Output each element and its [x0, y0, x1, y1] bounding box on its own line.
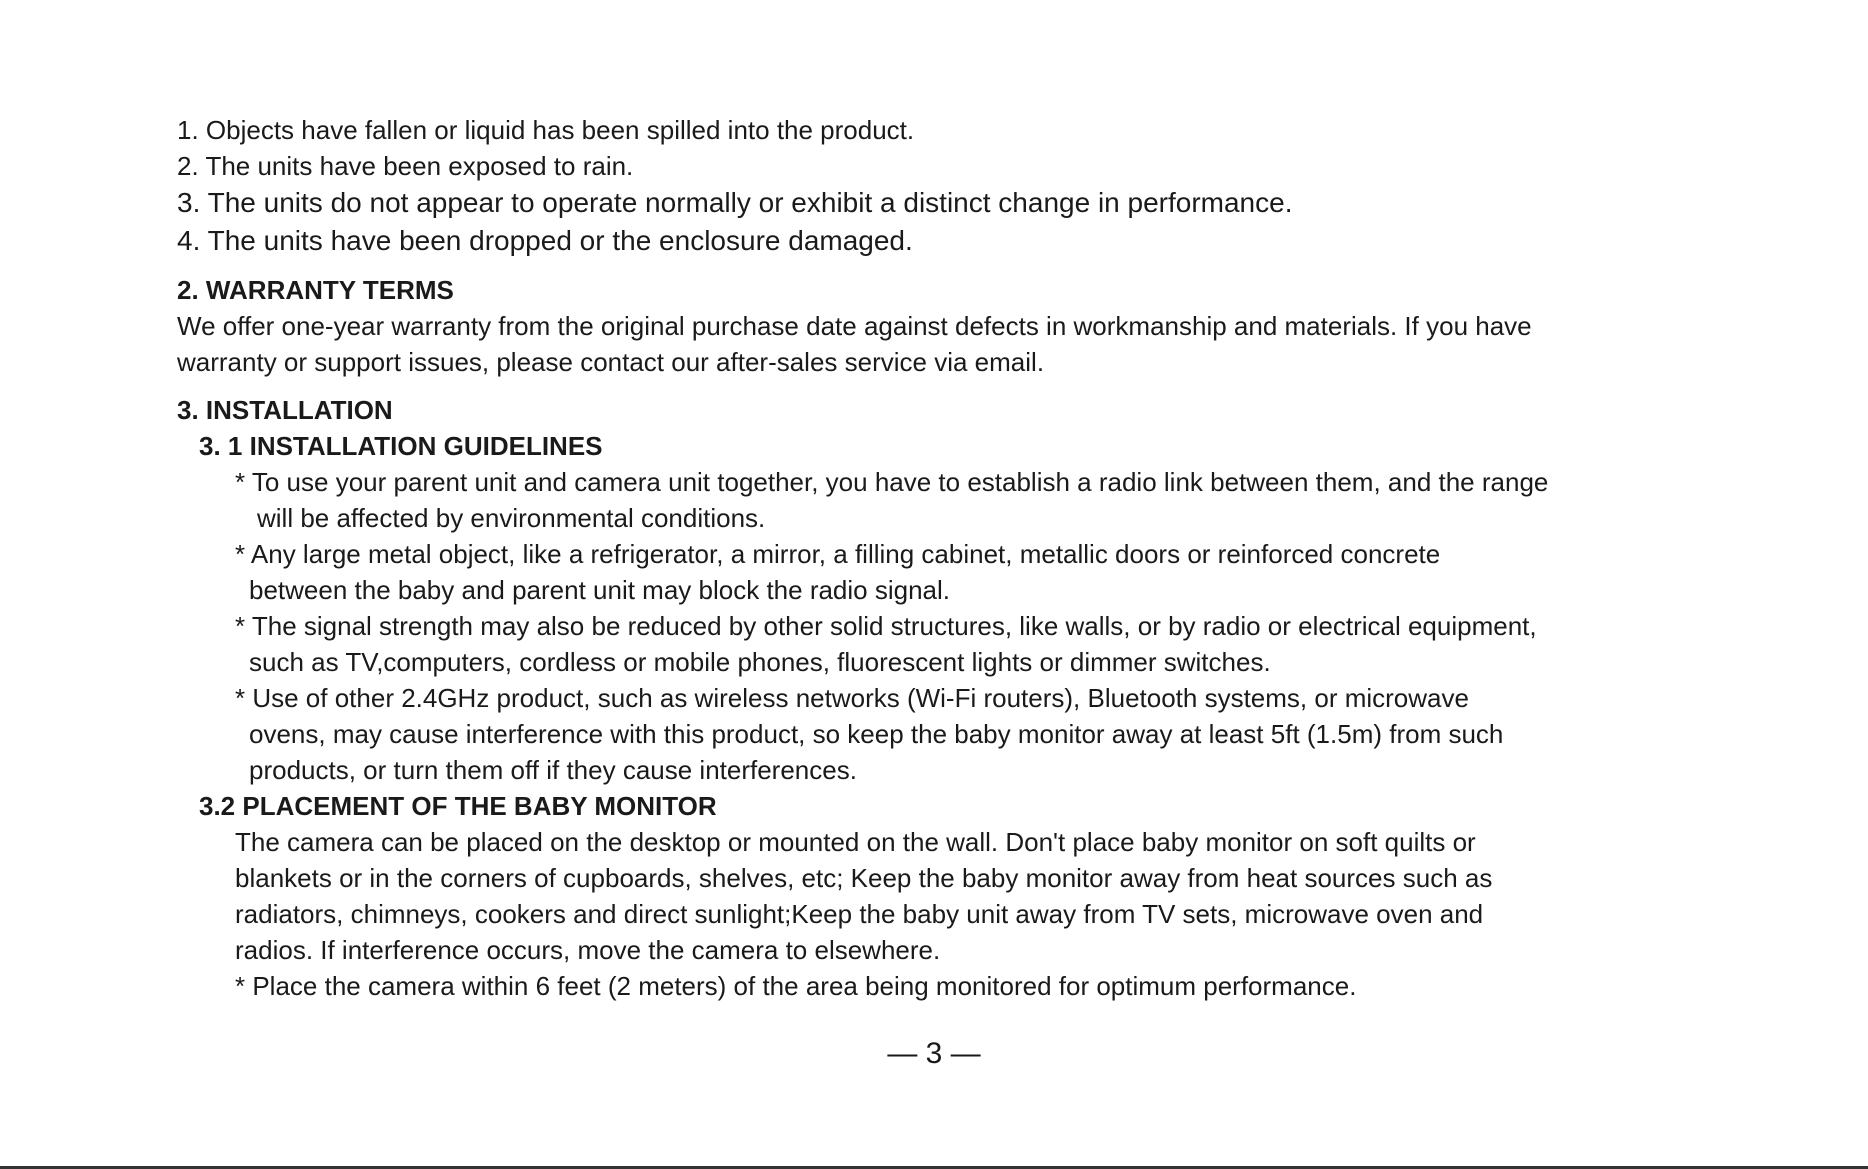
page-content [177, 112, 1717, 1004]
bullet-continuation: such as TV,computers, cordless or mobile phones, fluorescent lights or dimmer switches. [249, 647, 1271, 677]
bullet-line: * The signal strength may also be reduced by other solid structures, like walls, or by radio or electrical equipment, [235, 611, 1537, 641]
bullet-line: * Place the camera within 6 feet (2 meters) of the area being monitored for optimum performance. [235, 971, 1357, 1001]
list-item: 3. The units do not appear to operate normally or exhibit a distinct change in performance. [177, 187, 1293, 218]
bullet-line: * Use of other 2.4GHz product, such as wireless networks (Wi-Fi routers), Bluetooth systems, or microwave [235, 683, 1469, 713]
spacer [177, 260, 1717, 272]
page-number: — 3 — [887, 1037, 981, 1070]
subsection-heading: 3. 1 INSTALLATION GUIDELINES [199, 431, 603, 461]
bullet-continuation: ovens, may cause interference with this product, so keep the baby monitor away at least 5ft (1.5m) from such [249, 719, 1504, 749]
paragraph-line: radios. If interference occurs, move the camera to elsewhere. [235, 935, 941, 965]
section-heading: 2. WARRANTY TERMS [177, 275, 454, 305]
list-item: 2. The units have been exposed to rain. [177, 151, 634, 181]
paragraph-line: blankets or in the corners of cupboards, shelves, etc; Keep the baby monitor away from heat sources such as [235, 863, 1493, 893]
paragraph-line: radiators, chimneys, cookers and direct sunlight;Keep the baby unit away from TV sets, microwave oven and [235, 899, 1484, 929]
service-conditions-list [177, 112, 1717, 260]
bullet-continuation: products, or turn them off if they cause interferences. [249, 755, 857, 785]
list-item: 1. Objects have fallen or liquid has been spilled into the product. [177, 115, 915, 145]
subsection-heading: 3.2 PLACEMENT OF THE BABY MONITOR [199, 791, 717, 821]
paragraph-line: The camera can be placed on the desktop or mounted on the wall. Don't place baby monitor on soft quilts or [235, 827, 1476, 857]
paragraph-line: We offer one-year warranty from the original purchase date against defects in workmanship and materials. If you have [177, 311, 1532, 341]
bullet-line: * To use your parent unit and camera unit together, you have to establish a radio link between them, and the range [235, 467, 1549, 497]
bullet-continuation: between the baby and parent unit may block the radio signal. [249, 575, 951, 605]
installation-section [177, 392, 1717, 1004]
bullet-continuation: will be affected by environmental conditions. [257, 503, 766, 533]
section-heading: 3. INSTALLATION [177, 395, 393, 425]
warranty-section [177, 272, 1717, 380]
list-item: 4. The units have been dropped or the enclosure damaged. [177, 225, 913, 256]
bullet-line: * Any large metal object, like a refrigerator, a mirror, a filling cabinet, metallic doors or reinforced concrete [235, 539, 1441, 569]
paragraph-line: warranty or support issues, please contact our after-sales service via email. [177, 347, 1045, 377]
spacer [177, 380, 1717, 392]
